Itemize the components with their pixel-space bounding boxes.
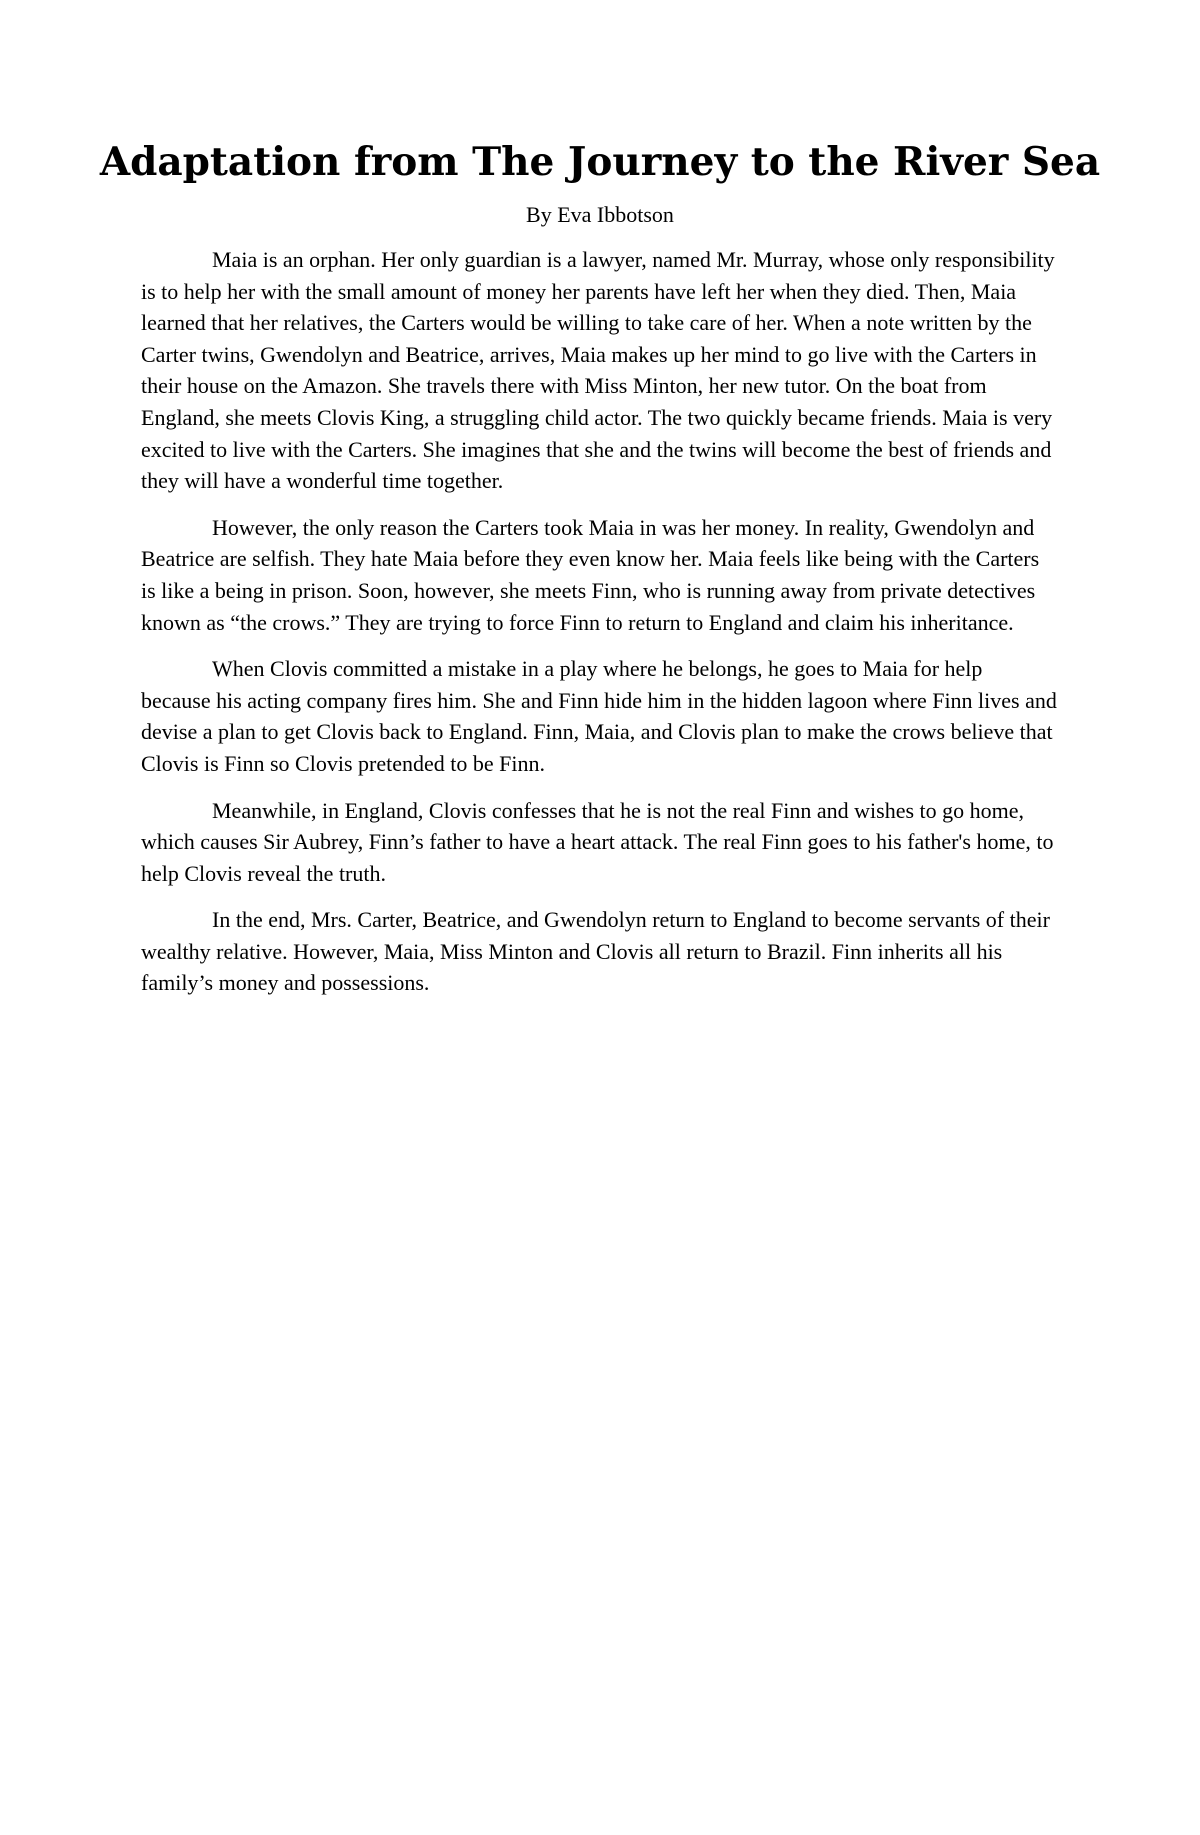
document-title: Adaptation from The Journey to the River Sea (99, 139, 1101, 185)
document-body (141, 244, 1057, 1014)
paragraph-3: When Clovis committed a mistake in a play where he belongs, he goes to Maia for help because his acting company fires him. She and Finn hide him in the hidden lagoon where Finn lives and devise a plan to get Clovis back to England. Finn, Maia, and Clovis plan to make the crows believe that Clovis is Finn so Clovis pretended to be Finn. (141, 656, 1057, 776)
paragraph-2: However, the only reason the Carters took Maia in was her money. In reality, Gwendolyn and Beatrice are selfish. They hate Maia before they even know her. Maia feels like being with the Carters is like a being in prison. Soon, however, she meets Finn, who is running away from private detectives known as “the crows.” They are trying to force Finn to return to England and claim his inheritance. (141, 514, 1040, 635)
author-byline: By Eva Ibbotson (526, 202, 674, 227)
paragraph-1: Maia is an orphan. Her only guardian is a lawyer, named Mr. Murray, whose only responsibility is to help her with the small amount of money her parents have left her when they died. Then, Maia learned that her relatives, the Carters would be willing to take care of her. When a note written by the Carter twins, Gwendolyn and Beatrice, arrives, Maia makes up her mind to go live with the Carters in their house on the Amazon. She travels there with Miss Minton, her new tutor. On the boat from England, she meets Clovis King, a struggling child actor. The two quickly became friends. Maia is very excited to live with the Carters. She imagines that she and the twins will become the best of friends and they will have a wonderful time together. (141, 247, 1055, 494)
paragraph-4: Meanwhile, in England, Clovis confesses that he is not the real Finn and wishes to go home, which causes Sir Aubrey, Finn’s father to have a heart attack. The real Finn goes to his father's home, to help Clovis reveal the truth. (141, 797, 1054, 886)
paragraph-5: In the end, Mrs. Carter, Beatrice, and Gwendolyn return to England to become servants of their wealthy relative. However, Maia, Miss Minton and Clovis all return to Brazil. Finn inherits all his family’s money and possessions. (141, 907, 1050, 996)
